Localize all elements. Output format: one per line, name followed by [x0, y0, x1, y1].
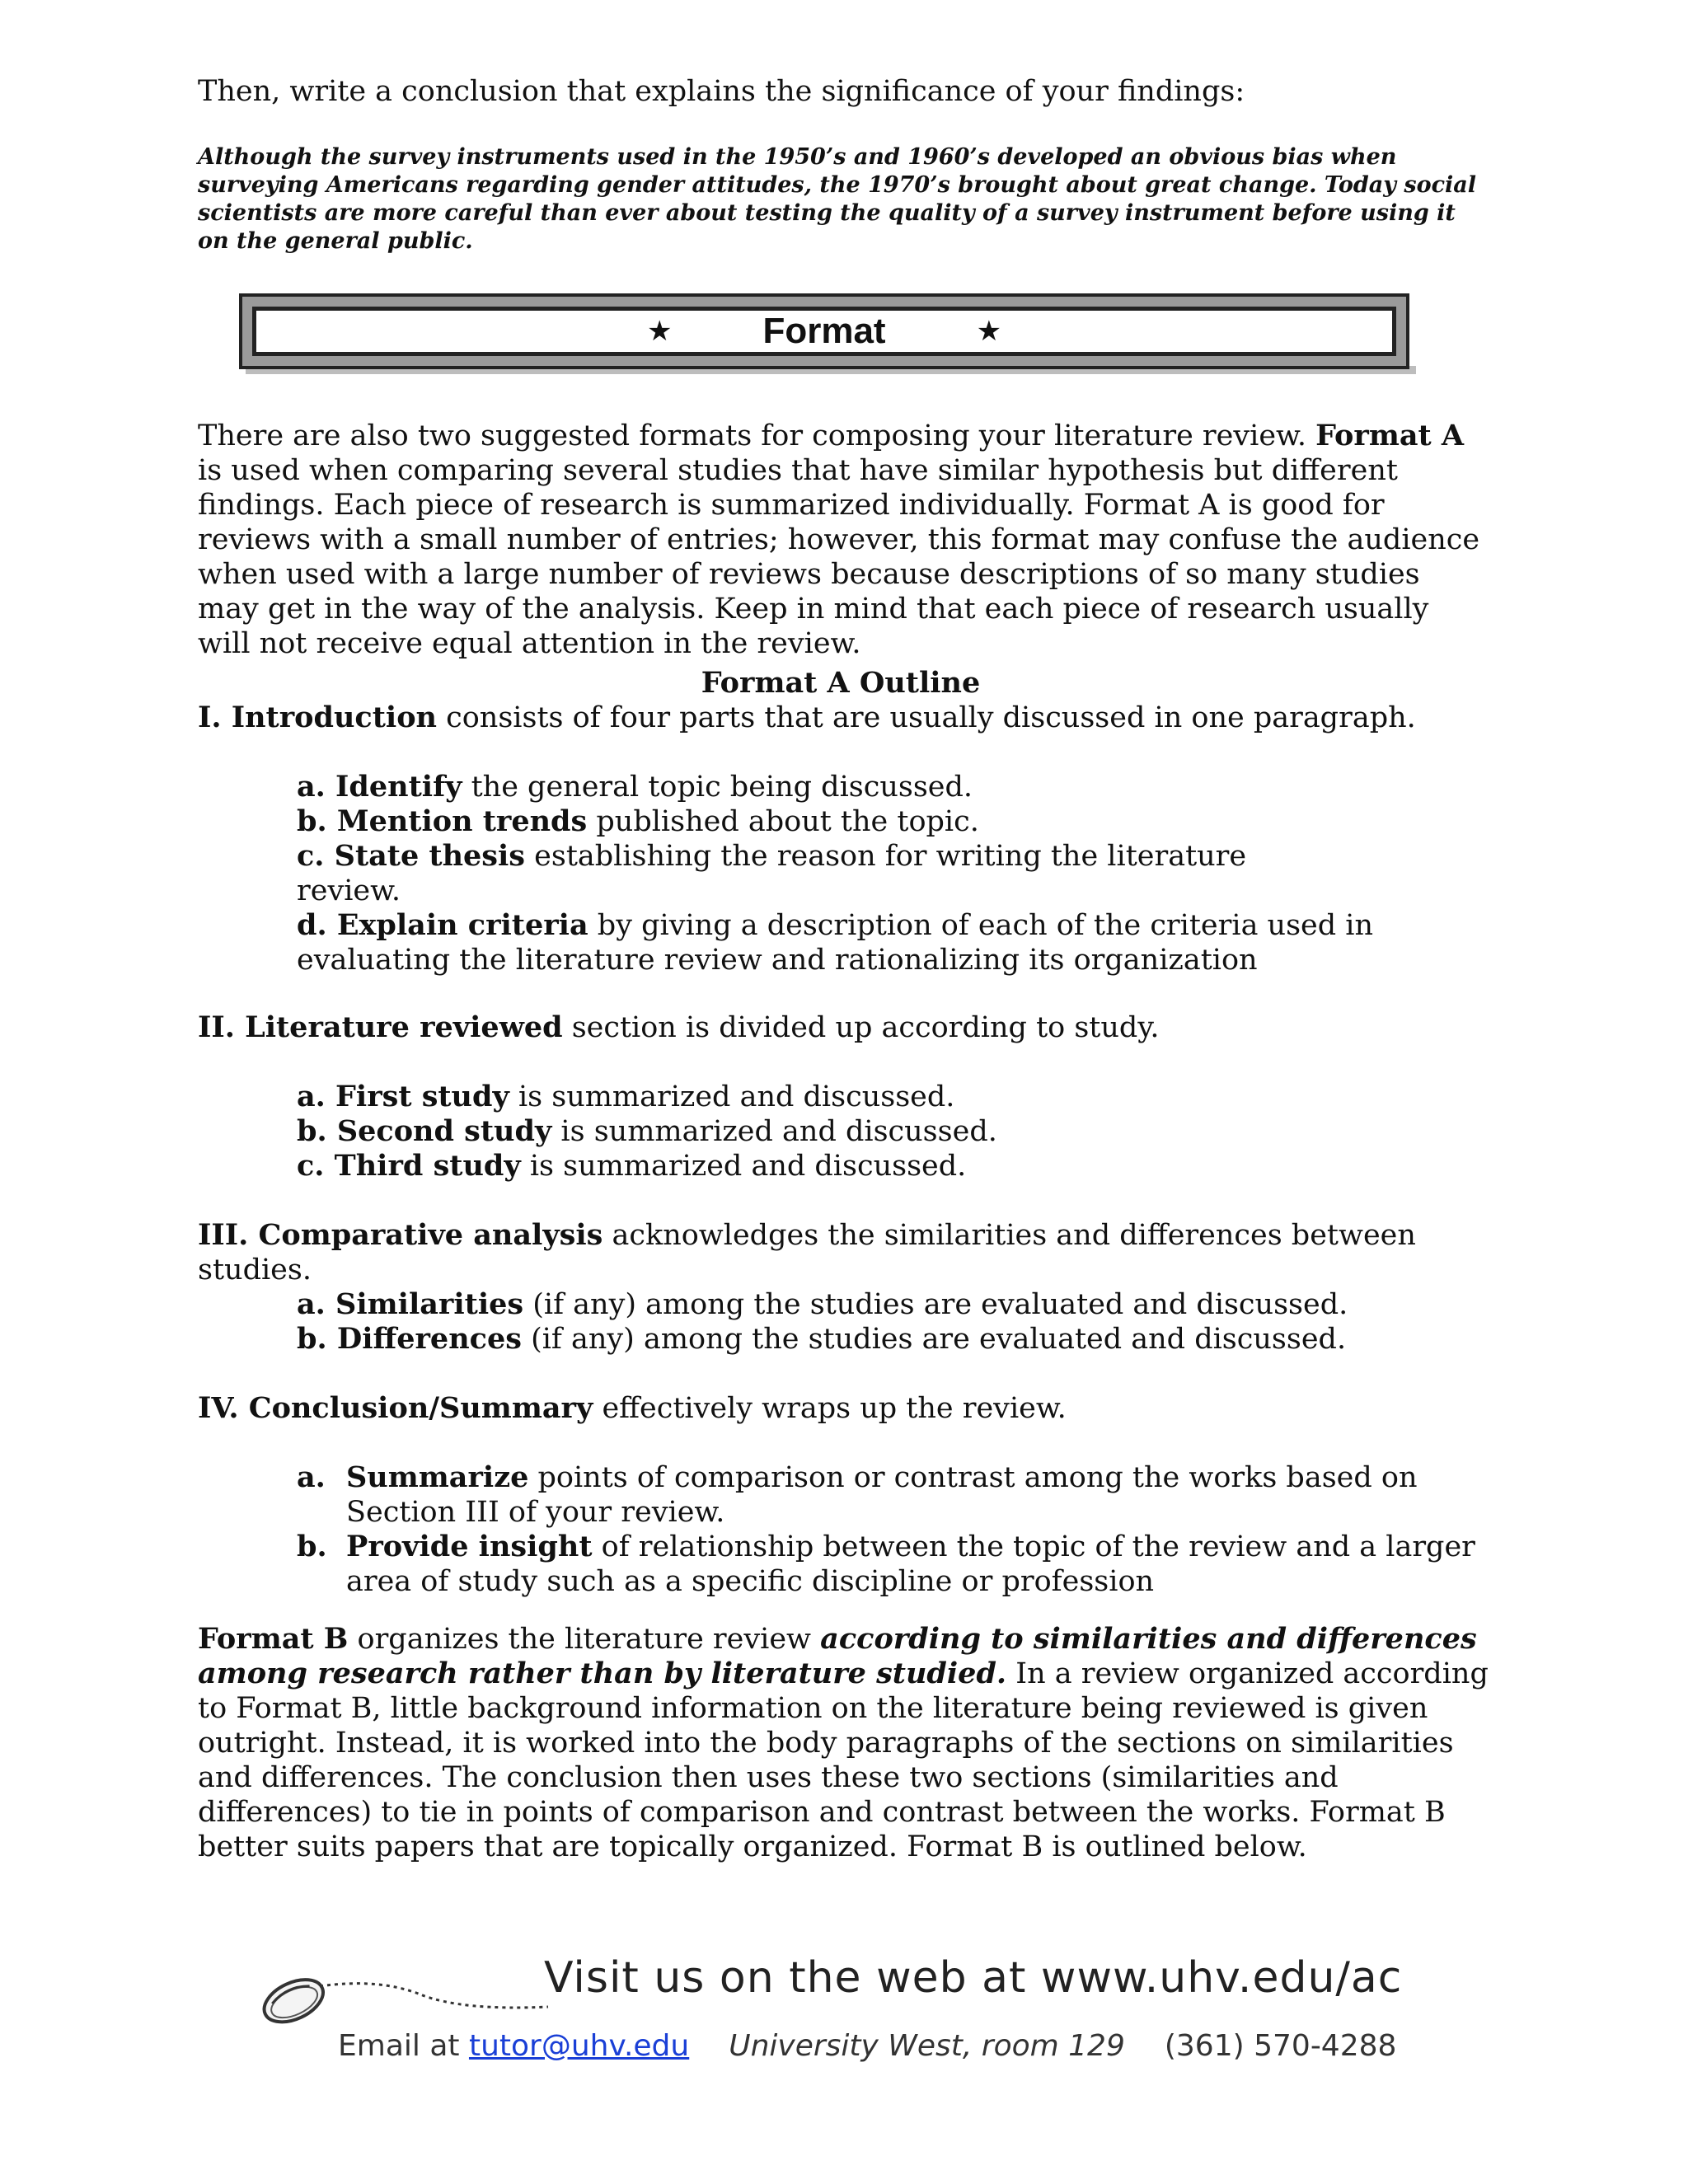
format-b-paragraph — [198, 1622, 1500, 1864]
item-term: b. Second study — [297, 1114, 552, 1148]
format-banner — [239, 293, 1409, 369]
star-icon: ★ — [976, 315, 1002, 348]
literature-items — [297, 1080, 1484, 1183]
computer-mouse-icon — [256, 1961, 552, 2036]
section-text: acknowledges the similarities and differences between studies. — [198, 1219, 1416, 1286]
format-a-term: Format A — [1315, 419, 1465, 452]
item-term: Provide insight — [346, 1530, 593, 1563]
list-item — [297, 1114, 1484, 1149]
list-item — [297, 804, 1484, 839]
format-b-text-cont: In a review organized according to Format B, little background information on the literature being reviewed is given outright. Instead, it is worked into the body paragraphs of the sections on similarities and differences. The conclusion then uses these two sections (similarities and differences) to tie in points of comparison and contrast between the works. Format B better suits papers that are topically organized. Format B is outlined below. — [198, 1657, 1489, 1863]
location-text: University West, room 129 — [729, 2029, 1125, 2063]
format-b-text: organizes the literature review — [348, 1623, 821, 1656]
item-text: is summarized and discussed. — [520, 1150, 967, 1183]
section-heading: I. Introduction — [198, 701, 437, 734]
item-text: (if any) among the studies are evaluated and discussed. — [523, 1288, 1348, 1321]
list-item — [297, 908, 1484, 977]
item-text: the general topic being discussed. — [462, 771, 973, 804]
star-icon: ★ — [646, 315, 673, 348]
item-text: by giving a description of each of the criteria used in evaluating the literature review and rationalizing its organization — [297, 909, 1374, 977]
format-b-emphasis: according to similarities and differences among research rather than by literature studied. — [198, 1622, 1477, 1690]
item-term: c. State thesis — [297, 839, 526, 873]
item-term: c. Third study — [297, 1149, 521, 1183]
format-intro-text-cont: is used when comparing several studies that have similar hypothesis but different findings. Each piece of research is summarized individually. Format A is good for reviews with a small number of entries; however, this format may confuse the audience when used with a large number of reviews because descriptions of so many studies may get in the way of the analysis. Keep in mind that each piece of research usually will not receive equal attention in the review. — [198, 454, 1480, 660]
email-link[interactable]: tutor@uhv.edu — [468, 2029, 690, 2063]
item-body — [346, 1460, 1484, 1530]
banner-title: Format — [762, 311, 886, 351]
item-text: establishing the reason for writing the literature — [525, 840, 1247, 873]
introduction-items — [297, 770, 1484, 977]
item-term: a. Identify — [297, 770, 462, 804]
phone-number: (361) 570-4288 — [1164, 2029, 1397, 2063]
website-line: Visit us on the web at www.uhv.edu/ac — [544, 1953, 1403, 2003]
intro-line: Then, write a conclusion that explains the significance of your findings: — [198, 75, 1245, 108]
section-text: section is divided up according to study. — [562, 1011, 1160, 1044]
item-text: of relationship between the topic of the review and a larger area of study such as a specific discipline or profession — [346, 1530, 1475, 1598]
list-item — [297, 770, 1484, 804]
item-label: b. — [297, 1530, 327, 1563]
item-term: a. First study — [297, 1080, 509, 1113]
list-item — [297, 1287, 1484, 1322]
conclusion-items — [297, 1460, 1484, 1599]
section-introduction — [198, 701, 1484, 735]
list-item — [297, 1322, 1484, 1357]
item-text: points of comparison or contrast among the works based on Section III of your review. — [346, 1461, 1418, 1529]
list-item — [297, 1149, 1484, 1183]
item-text: published about the topic. — [587, 805, 979, 838]
outline-title: Format A Outline — [701, 666, 981, 700]
list-item — [297, 1080, 1484, 1114]
section-heading: III. Comparative analysis — [198, 1218, 603, 1252]
item-term: Summarize — [346, 1460, 529, 1494]
item-text: (if any) among the studies are evaluated and discussed. — [521, 1323, 1347, 1356]
section-conclusion-summary — [198, 1391, 1484, 1426]
email-label: Email at — [338, 2029, 469, 2063]
format-intro-paragraph — [198, 419, 1484, 661]
section-text: effectively wraps up the review. — [593, 1392, 1067, 1425]
item-text: is summarized and discussed. — [551, 1115, 997, 1148]
section-literature-reviewed — [198, 1010, 1484, 1045]
section-heading: II. Literature reviewed — [198, 1010, 563, 1044]
section-heading: IV. Conclusion/Summary — [198, 1391, 593, 1425]
item-term: a. Similarities — [297, 1287, 524, 1321]
section-comparative-analysis — [198, 1218, 1484, 1287]
list-item — [297, 1530, 1484, 1599]
format-banner-inner — [252, 307, 1396, 356]
section-text: consists of four parts that are usually discussed in one paragraph. — [437, 701, 1416, 734]
format-intro-text: There are also two suggested formats for composing your literature review. — [198, 419, 1316, 452]
list-item — [297, 1460, 1484, 1530]
item-body — [346, 1530, 1484, 1599]
example-conclusion: Although the survey instruments used in the 1950’s and 1960’s developed an obvious bias when surveying Americans regarding gender attitudes, the 1970’s brought about great change. Today social scientists are more careful than ever about testing the quality of a survey instrument before using it on the general public. — [198, 144, 1477, 254]
comparative-items — [297, 1287, 1484, 1357]
footer — [256, 1953, 1442, 2118]
contact-line — [338, 2029, 1396, 2063]
item-term: b. Mention trends — [297, 804, 588, 838]
item-label: a. — [297, 1460, 326, 1494]
item-term: b. Differences — [297, 1322, 522, 1356]
list-item — [297, 839, 1484, 874]
item-text: is summarized and discussed. — [509, 1080, 955, 1113]
format-b-term: Format B — [198, 1622, 349, 1656]
item-term: d. Explain criteria — [297, 908, 588, 942]
item-text: review. — [297, 874, 401, 907]
list-item — [297, 874, 1484, 908]
